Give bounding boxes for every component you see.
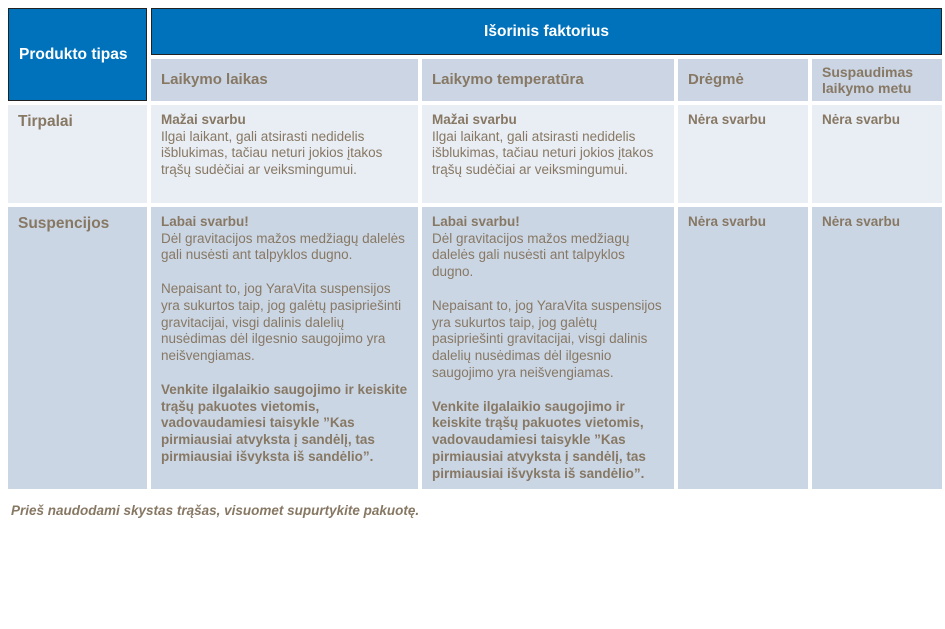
cell-paragraph: Ilgai laikant, gali atsirasti nedidelis išblukimas, tačiau neturi jokios įtakos trąšų sudėčiai ar veiksmingumui. [432, 128, 654, 178]
cell-emphasis-paragraph: Venkite ilgalaikio saugojimo ir keiskite trąšų pakuotes vietomis, vadovaudamiesi taisykle ”Kas pirmiausiai atvyksta į sandėlį, tas pirmiausiai išvyksta iš sandėlio”. [161, 381, 408, 464]
column-header-laikymo-temperatura: Laikymo temperatūra [422, 59, 674, 101]
table-cell-tirpalai-temperatura [422, 105, 674, 203]
table-cell-suspencijos-temperatura [422, 207, 674, 489]
row-label-tirpalai: Tirpalai [8, 105, 147, 203]
cell-title: Mažai svarbu [161, 112, 246, 127]
table-cell-suspencijos-dregme [678, 207, 808, 489]
cell-title: Nėra svarbu [688, 214, 767, 229]
corner-header-cell: Produkto tipas [8, 8, 147, 101]
table-cell-tirpalai-suspaudimas [812, 105, 942, 203]
table-cell-tirpalai-laikas [151, 105, 418, 203]
cell-title: Labai svarbu! [432, 214, 520, 229]
cell-title: Nėra svarbu [688, 112, 767, 127]
table-cell-suspencijos-suspaudimas [812, 207, 942, 489]
cell-emphasis-paragraph: Venkite ilgalaikio saugojimo ir keiskite trąšų pakuotes vietomis, vadovaudamiesi taisykle ”Kas pirmiausiai atvyksta į sandėlį, tas pirmiausiai išvyksta iš sandėlio”. [432, 398, 646, 481]
cell-title: Mažai svarbu [432, 112, 517, 127]
cell-paragraph: Nepaisant to, jog YaraVita suspensijos yra sukurtos taip, jog galėtų pasipriešinti gravitacijai, visgi dalinis dalelių nusėdimas dėl ilgesnio saugojimo yra neišvengiamas. [161, 281, 402, 364]
cell-title: Nėra svarbu [822, 214, 901, 229]
column-header-suspaudimas: Suspaudimas laikymo metu [812, 59, 942, 101]
storage-factors-table [8, 8, 941, 489]
row-label-suspencijos: Suspencijos [8, 207, 147, 489]
cell-paragraph: Nepaisant to, jog YaraVita suspensijos yra sukurtos taip, jog galėtų pasipriešinti gravitacijai, visgi dalinis dalelių nusėdimas dėl ilgesnio saugojimo yra neišvengiamas. [432, 297, 662, 380]
table-cell-suspencijos-laikas [151, 207, 418, 489]
table-cell-tirpalai-dregme [678, 105, 808, 203]
footnote: Prieš naudodami skystas trąšas, visuomet supurtykite pakuotę. [11, 503, 420, 519]
column-header-laikymo-laikas: Laikymo laikas [151, 59, 418, 101]
column-header-dregme: Drėgmė [678, 59, 808, 101]
group-header-cell: Išorinis faktorius [151, 8, 942, 55]
cell-title: Labai svarbu! [161, 214, 249, 229]
cell-paragraph: Dėl gravitacijos mažos medžiagų dalelės gali nusėsti ant talpyklos dugno. [161, 230, 405, 263]
cell-paragraph: Ilgai laikant, gali atsirasti nedidelis išblukimas, tačiau neturi jokios įtakos trąšų sudėčiai ar veiksmingumui. [161, 128, 383, 178]
cell-title: Nėra svarbu [822, 112, 901, 127]
cell-paragraph: Dėl gravitacijos mažos medžiagų dalelės gali nusėsti ant talpyklos dugno. [432, 230, 630, 280]
